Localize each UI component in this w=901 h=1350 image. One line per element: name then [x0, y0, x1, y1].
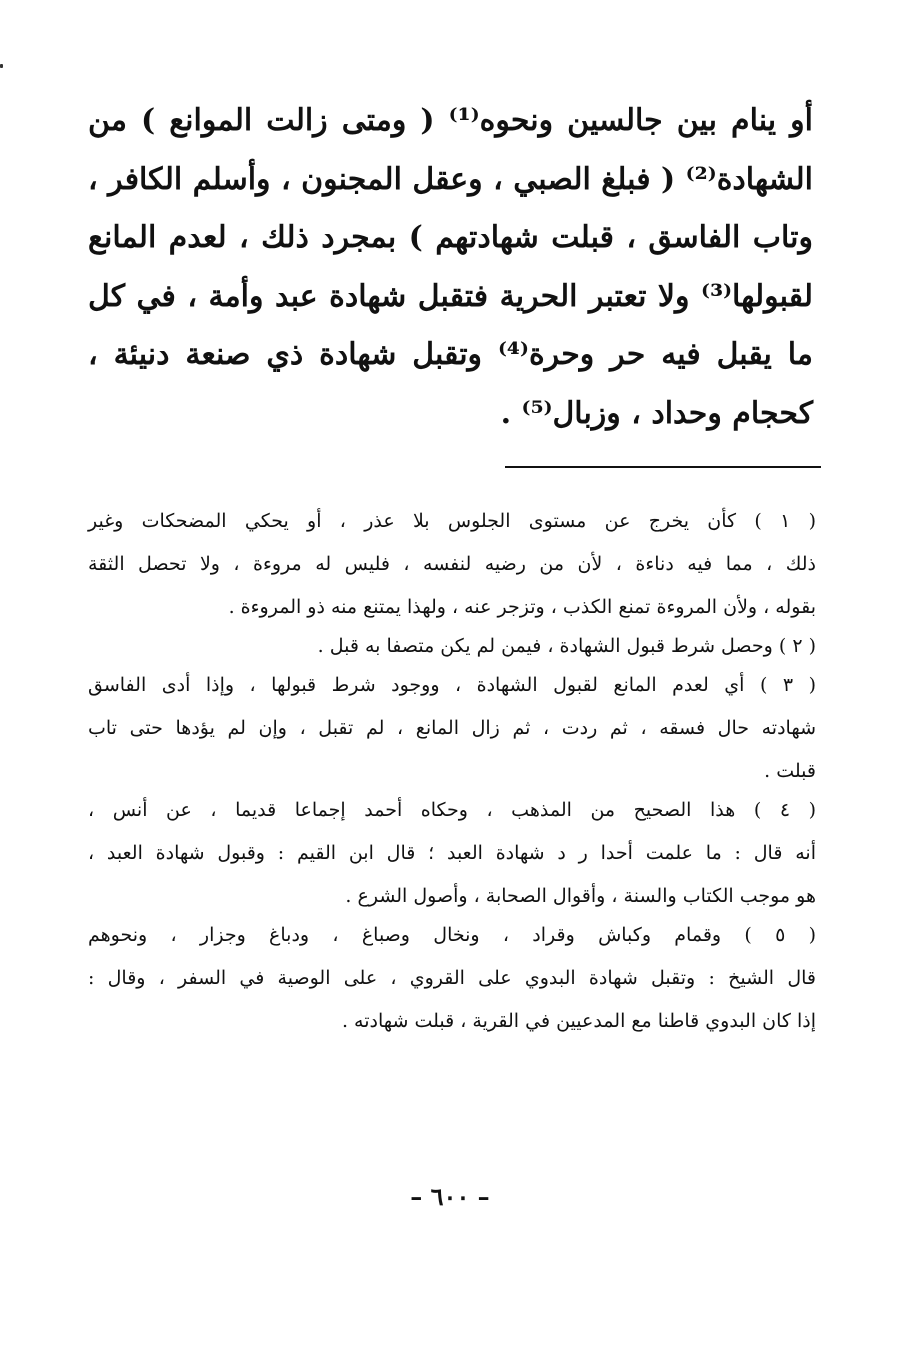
footnote-3 [88, 664, 816, 793]
main-text-line: أو ينام بين جالسين ونحوه⁽¹⁾ ( ومتى زالت الموانع ) من [88, 103, 814, 138]
footnote-line: قبلت . [764, 760, 816, 782]
footnote-line: ( ٤ ) هذا الصحيح من المذهب ، وحكاه أحمد إجماعا قديما ، عن أنس ، [88, 799, 817, 821]
footnote-line: شهادته حال فسقه ، ثم ردت ، ثم زال المانع ، لم تقبل ، وإن لم يؤدها حتى تاب [88, 717, 816, 739]
footnotes-block [88, 500, 816, 1043]
footnote-2 [88, 625, 816, 668]
footnote-1 [88, 500, 816, 629]
main-text-line: كحجام وحداد ، وزبال⁽⁵⁾ . [500, 395, 813, 431]
footnote-line: ذلك ، مما فيه دناءة ، لأن من رضيه لنفسه ، فليس له مروءة ، ولا تحصل الثقة [88, 553, 816, 575]
footnote-divider [505, 466, 821, 468]
footnote-line: بقوله ، ولأن المروءة تمنع الكذب ، وتزجر عنه ، ولهذا يمتنع منه ذو المروءة . [228, 596, 816, 618]
footnote-line: ( ٣ ) أي لعدم المانع لقبول الشهادة ، ووجود شرط قبولها ، وإذا أدى الفاسق [88, 674, 817, 696]
main-text-line: وتاب الفاسق ، قبلت شهادتهم ) بمجرد ذلك ، لعدم المانع [88, 220, 813, 255]
footnote-line: ( ١ ) كأن يخرج عن مستوى الجلوس بلا عذر ، أو يحكي المضحكات وغير [88, 510, 816, 532]
footnote-line: ( ٥ ) وقمام وكباش وقراد ، ونخال وصباغ ، ودباغ وجزار ، ونحوهم [88, 924, 816, 946]
footnote-line: إذا كان البدوي قاطنا مع المدعيين في القرية ، قبلت شهادته . [341, 1010, 816, 1032]
footnote-line: هو موجب الكتاب والسنة ، وأقوال الصحابة ، وأصول الشرع . [345, 885, 816, 907]
footnote-line: ( ٢ ) وحصل شرط قبول الشهادة ، فيمن لم يكن متصفا به قبل . [317, 635, 816, 657]
footnote-4 [88, 789, 816, 918]
main-text-line: لقبولها⁽³⁾ ولا تعتبر الحرية فتقبل شهادة عبد وأمة ، في كل [88, 278, 813, 314]
margin-mark [0, 64, 3, 68]
footnote-line: أنه قال : ما علمت أحدا ر د شهادة العبد ؛ قال ابن القيم : وقبول شهادة العبد ، [88, 842, 816, 864]
main-text-block [88, 92, 813, 443]
footnote-5 [88, 914, 816, 1043]
main-text-line: الشهادة⁽²⁾ ( فبلغ الصبي ، وعقل المجنون ، وأسلم الكافر ، [88, 161, 813, 197]
page-number: – ٦٠٠ – [410, 1182, 490, 1211]
main-text-line: ما يقبل فيه حر وحرة⁽⁴⁾ وتقبل شهادة ذي صنعة دنيئة ، [88, 337, 813, 372]
footnote-line: قال الشيخ : وتقبل شهادة البدوي على القروي ، على الوصية في السفر ، وقال : [88, 967, 816, 989]
